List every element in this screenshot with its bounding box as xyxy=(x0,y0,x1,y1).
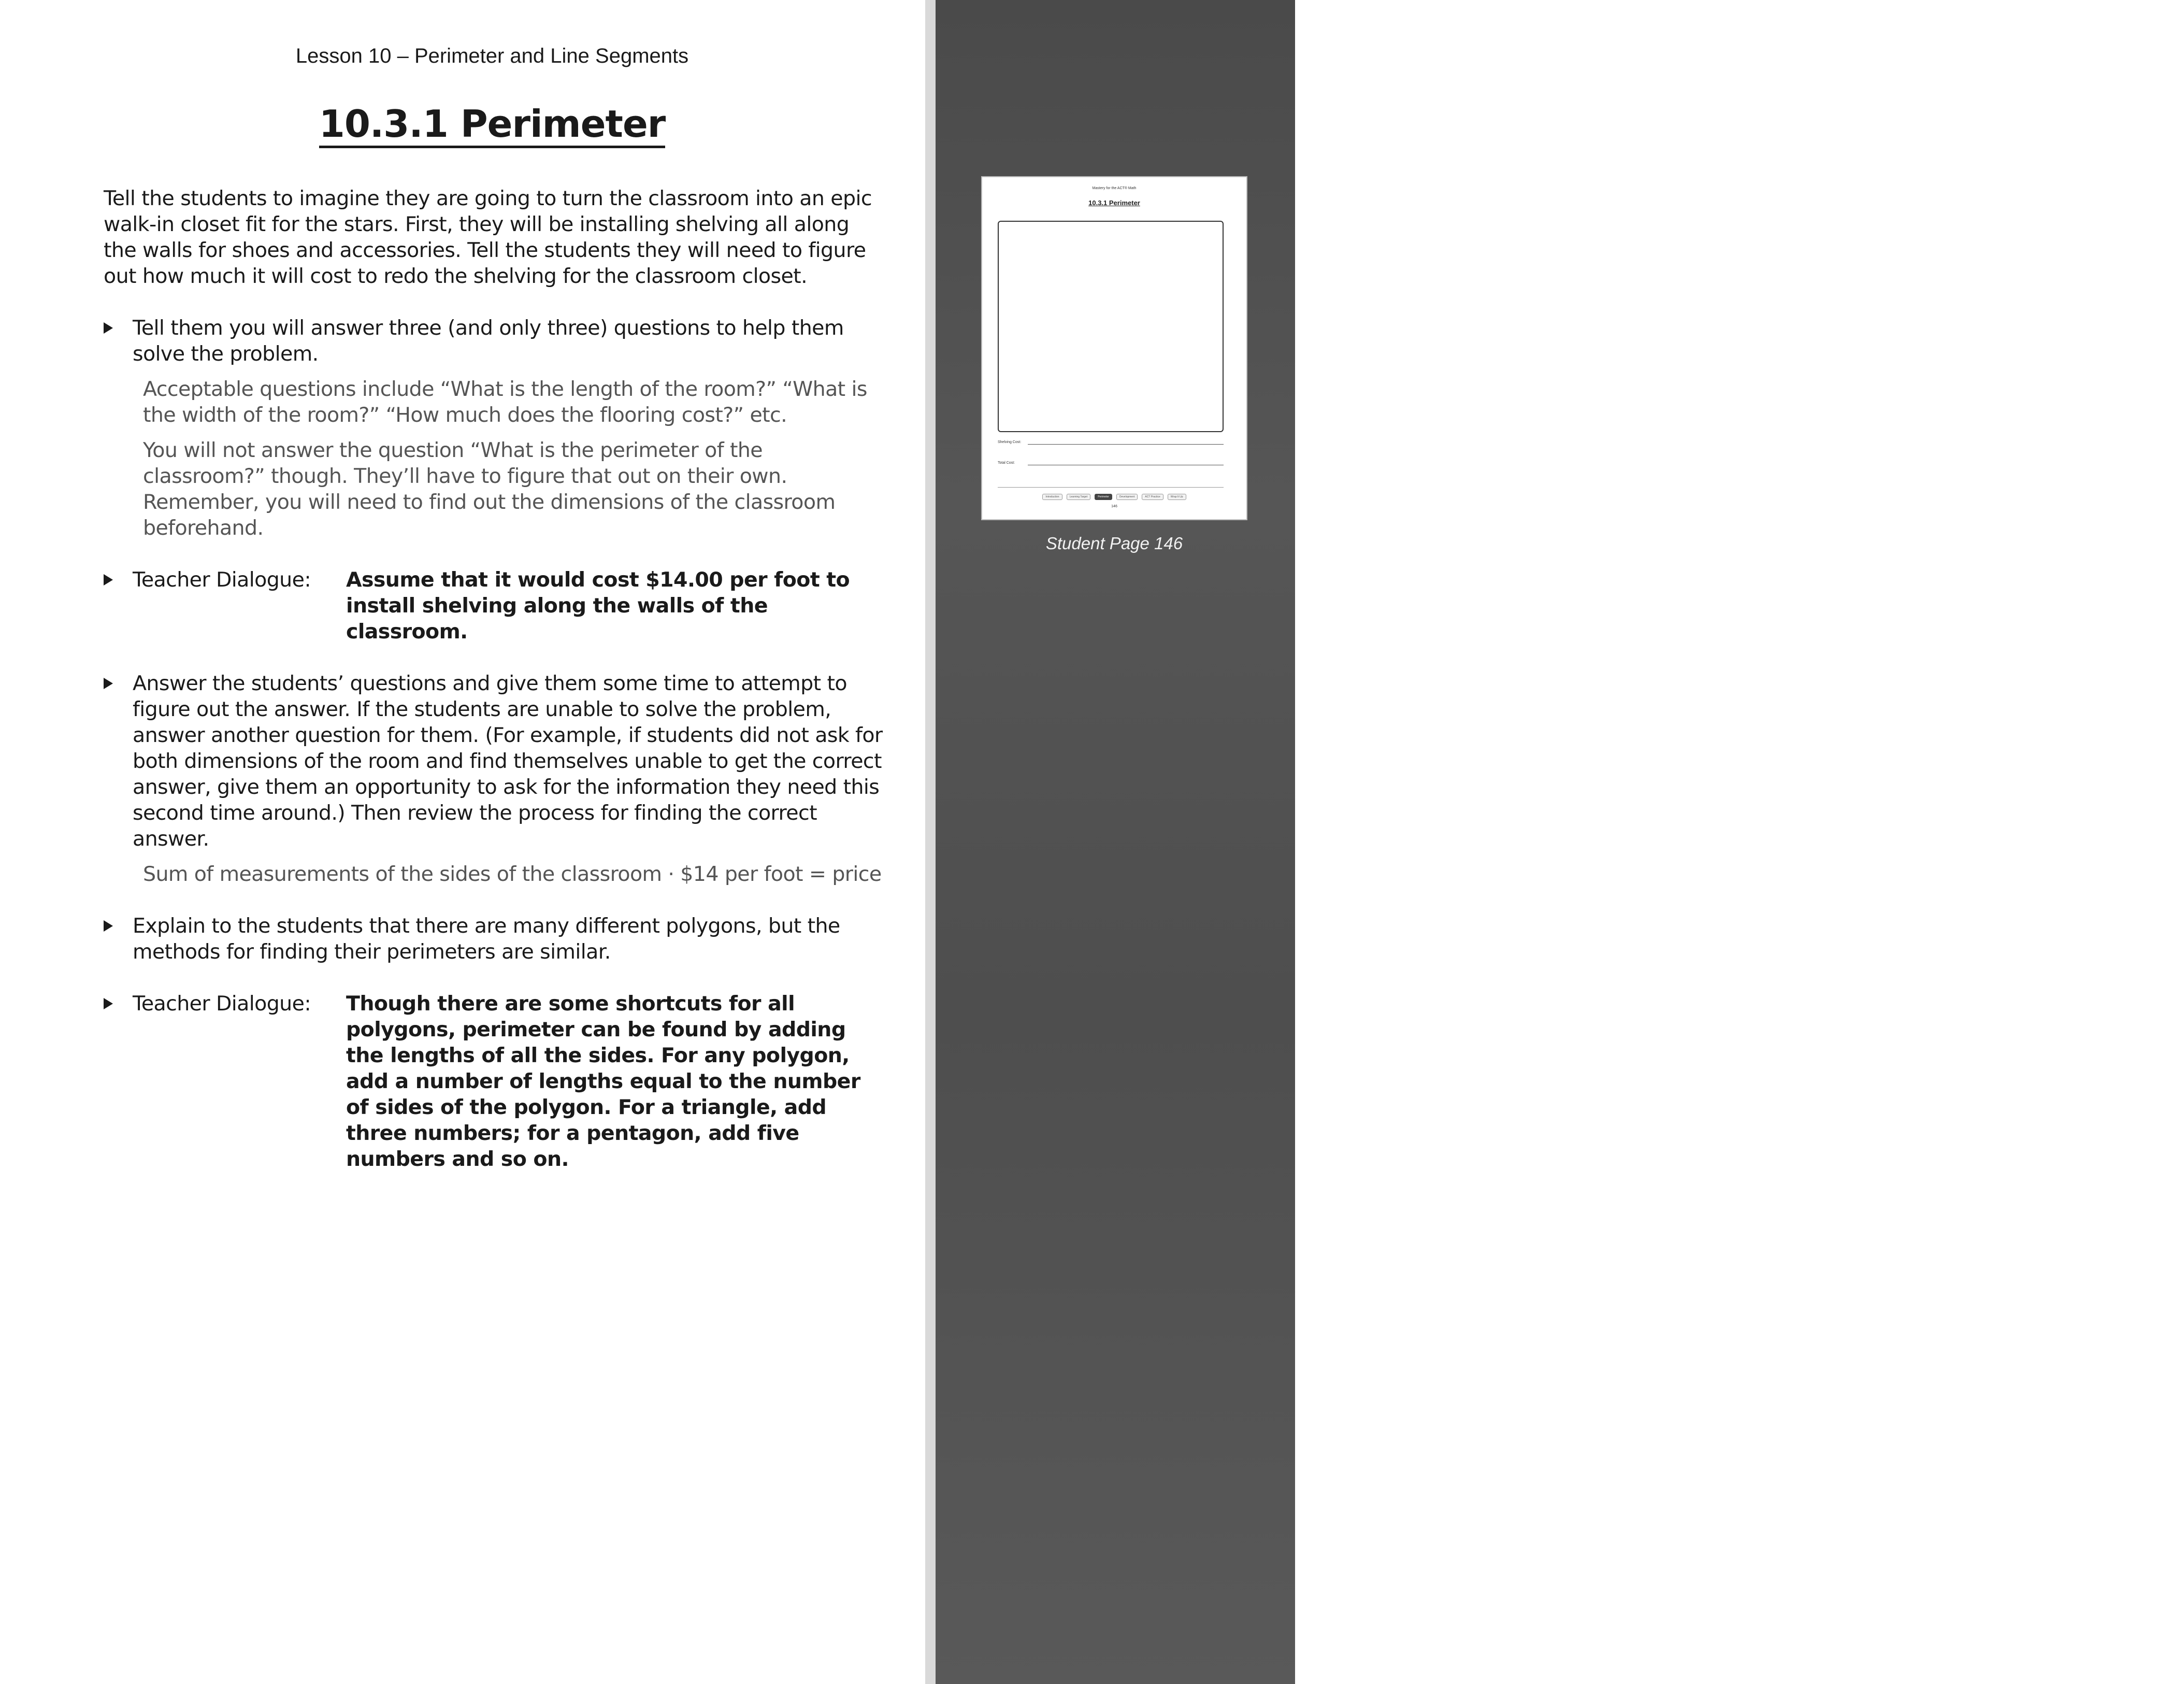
thumbnail-page-number: 146 xyxy=(1111,505,1117,508)
main-column xyxy=(0,0,925,1684)
column-divider xyxy=(925,0,936,1684)
bullet-note: Sum of measurements of the sides of the classroom · $14 per foot = price xyxy=(143,862,882,886)
title-wrap xyxy=(0,104,984,148)
dialogue-label: Teacher Dialogue: xyxy=(133,568,311,592)
thumbnail-total-label: Total Cost: xyxy=(998,461,1015,465)
bullet-arrow-icon xyxy=(104,678,113,689)
teacher-dialogue-item xyxy=(104,991,886,1172)
student-page-thumbnail xyxy=(981,176,1247,520)
thumbnail-answer-line xyxy=(1028,444,1224,445)
content xyxy=(104,185,886,1198)
lesson-header: Lesson 10 – Perimeter and Line Segments xyxy=(295,45,689,67)
thumbnail-shelving-label: Shelving Cost: xyxy=(998,440,1022,444)
bullet-note: You will not answer the question “What is the perimeter of the classroom?” though. They’ll have to figure that out on their own. Remember, you will need to find out the dimensions of the classroom beforehand. xyxy=(143,438,836,540)
bullet-arrow-icon xyxy=(104,998,113,1009)
bullet-text: Tell them you will answer three (and only three) questions to help them solve the problem. xyxy=(133,316,844,366)
thumbnail-divider xyxy=(998,487,1224,488)
thumbnail-title: 10.3.1 Perimeter xyxy=(1088,199,1140,207)
thumbnail-header: Mastery for the ACT® Math xyxy=(1092,187,1137,190)
bullet-arrow-icon xyxy=(104,322,113,334)
bullet-note: Acceptable questions include “What is the length of the room?” “What is the width of the room?” “How much does the flooring cost?” etc. xyxy=(143,377,867,427)
dialogue-text: Assume that it would cost $14.00 per foot to install shelving along the walls of the classroom. xyxy=(346,568,850,644)
thumbnail-tab: Learning Target xyxy=(1067,494,1091,500)
bullet-arrow-icon xyxy=(104,920,113,932)
thumbnail-tab: Development xyxy=(1116,494,1138,500)
thumbnail-tab: ACT Practice xyxy=(1142,494,1163,500)
page-number: 279 xyxy=(2132,1536,2165,1558)
intro-paragraph: Tell the students to imagine they are going to turn the classroom into an epic walk-in closet fit for the stars. First, they will be installing shelving all along the walls for shoes and accessories. Tell the students they will need to figure out how much it will cost to redo the shelving for the classroom closet. xyxy=(104,187,872,288)
dialogue-label: Teacher Dialogue: xyxy=(133,992,311,1016)
bullet-text: Explain to the students that there are many different polygons, but the methods for finding their perimeters are similar. xyxy=(133,914,840,964)
thumbnail-work-box xyxy=(998,221,1224,432)
thumbnail-tab: Introduction xyxy=(1042,494,1062,500)
thumbnail-tab: Wrap It Up xyxy=(1168,494,1186,500)
bullet-item xyxy=(104,670,886,887)
dialogue-row xyxy=(133,991,886,1172)
page-title: 10.3.1 Perimeter xyxy=(319,104,666,148)
thumbnail-tabs xyxy=(982,494,1246,500)
teacher-dialogue-item xyxy=(104,567,886,645)
thumbnail-tab-active: Perimeter xyxy=(1095,494,1112,500)
bullet-item xyxy=(104,913,886,965)
thumbnail-caption: Student Page 146 xyxy=(1045,534,1183,553)
bullet-item xyxy=(104,315,886,541)
chalkboard-sidebar xyxy=(936,0,2165,1684)
dialogue-row xyxy=(133,567,886,645)
bullet-arrow-icon xyxy=(104,574,113,586)
dialogue-text: Though there are some shortcuts for all polygons, perimeter can be found by adding the lengths of all the sides. For any polygon, add a number of lengths equal to the number of sides of the polygon. For a triangle, add three numbers; for a pentagon, add five numbers and so on. xyxy=(346,992,860,1171)
bullet-text: Answer the students’ questions and give them some time to attempt to figure out the answer. If the students are unable to solve the problem, answer another question for them. (For example, if students did not ask for both dimensions of the room and find themselves unable to get the correct answer, give them an opportunity to ask for the information they need this second time around.) Then review the process for finding the correct answer. xyxy=(133,672,883,851)
